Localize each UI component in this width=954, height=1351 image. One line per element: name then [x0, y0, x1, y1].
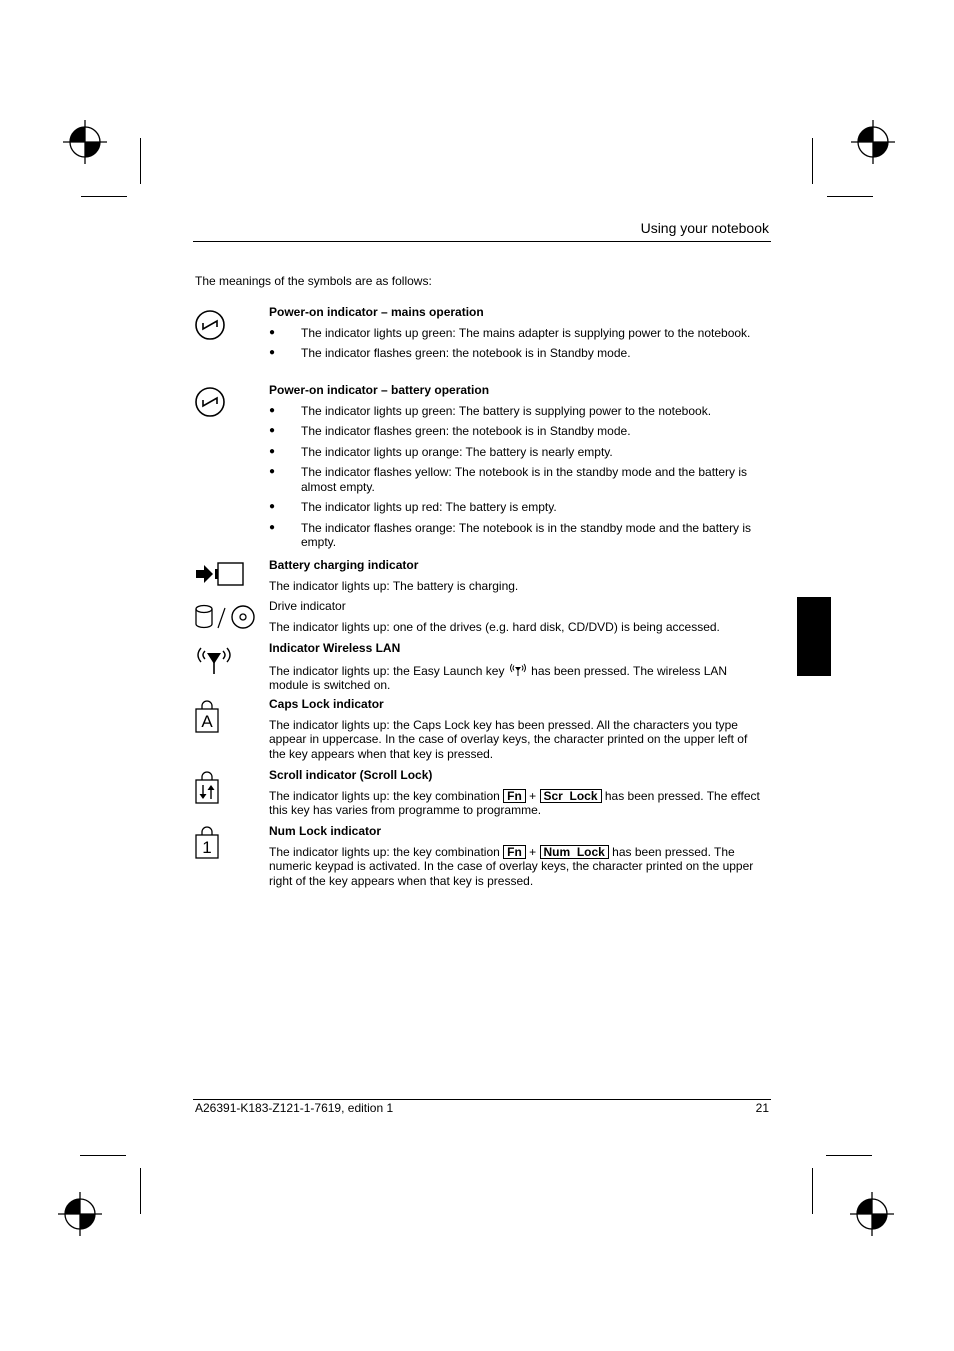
- list-item: ● The indicator lights up red: The battery is empty.: [269, 500, 761, 515]
- caps-lock-icon-letter: A: [201, 712, 213, 731]
- entry-text: The indicator lights up: one of the drives (e.g. hard disk, CD/DVD) is being accessed.: [269, 619, 720, 634]
- entry-title: Indicator Wireless LAN: [269, 641, 401, 655]
- footer-document-id: A26391-K183-Z121-1-7619, edition 1: [195, 1101, 394, 1115]
- key-fn: Fn: [503, 789, 526, 803]
- num-lock-icon-digit: 1: [202, 838, 212, 857]
- list-item: ● The indicator flashes yellow: The notebook is in the standby mode and the battery is almost empty.: [269, 465, 761, 494]
- entry-title: Battery charging indicator: [269, 558, 419, 572]
- entry-text: The indicator lights up: The battery is charging.: [269, 578, 519, 593]
- entry-title: Power-on indicator – battery operation: [269, 383, 490, 397]
- battery-charging-icon: [194, 561, 246, 587]
- bullet-list: [269, 326, 761, 361]
- plus-sign: +: [525, 844, 540, 859]
- page-number: 21: [755, 1101, 769, 1115]
- easy-launch-wlan-key-icon: [508, 662, 528, 676]
- power-icon: [194, 386, 226, 418]
- entry-scroll-lock: [269, 768, 761, 824]
- entry-text: [269, 789, 761, 818]
- crop-line: [812, 138, 813, 184]
- entry-text-part: The indicator lights up: the key combination: [269, 844, 504, 859]
- entry-text: [269, 845, 761, 889]
- entry-num-lock: [269, 824, 761, 894]
- key-num-lock: Num Lock: [540, 845, 609, 859]
- scroll-lock-icon: [194, 770, 222, 806]
- plus-sign: +: [525, 788, 540, 803]
- intro-text: The meanings of the symbols are as follows:: [195, 274, 432, 288]
- crop-line: [80, 1155, 126, 1156]
- list-item: ● The indicator flashes green: the notebook is in Standby mode.: [269, 346, 761, 361]
- entry-text-part: has been pressed. The numeric keypad is activated. In the case of overlay keys, the character printed on the upper right of the key appears when that key is pressed.: [269, 844, 754, 888]
- caps-lock-icon: [194, 699, 222, 735]
- header-rule: [193, 241, 771, 242]
- crop-line: [81, 196, 127, 197]
- crop-line: [140, 1168, 141, 1214]
- power-icon: [194, 309, 226, 341]
- drive-icon: [194, 603, 258, 631]
- footer-rule: [193, 1099, 771, 1100]
- entry-battery-charging: [269, 558, 761, 599]
- key-scroll-lock: Scr Lock: [540, 789, 602, 803]
- entry-title: Drive indicator: [269, 599, 346, 613]
- entry-wireless-lan: [269, 641, 761, 699]
- entry-title: Scroll indicator (Scroll Lock): [269, 768, 433, 782]
- registration-mark-top-right: [849, 118, 897, 166]
- entry-power-battery: [269, 383, 761, 556]
- num-lock-icon: [194, 825, 222, 861]
- list-item: ● The indicator lights up orange: The battery is nearly empty.: [269, 445, 761, 460]
- list-item: ● The indicator lights up green: The mains adapter is supplying power to the notebook.: [269, 326, 761, 341]
- entry-text-part: The indicator lights up: the key combination: [269, 788, 504, 803]
- entry-text-part: has been pressed. The wireless LAN module is switched on.: [269, 663, 728, 692]
- list-item: ● The indicator flashes green: the notebook is in Standby mode.: [269, 424, 761, 439]
- entry-title: Power-on indicator – mains operation: [269, 305, 484, 319]
- entry-text-part: has been pressed. The effect this key has varies from programme to programme.: [269, 788, 760, 817]
- crop-line: [826, 1155, 872, 1156]
- list-item: ● The indicator lights up green: The battery is supplying power to the notebook.: [269, 404, 761, 419]
- crop-line: [827, 196, 873, 197]
- entry-text: The indicator lights up: the Caps Lock key has been pressed. All the characters you type appear in uppercase. In the case of overlay keys, the character printed on the upper left of the key appears when that key is pressed.: [269, 717, 748, 761]
- entry-title: Caps Lock indicator: [269, 697, 384, 711]
- crop-line: [812, 1168, 813, 1214]
- entry-text-part: The indicator lights up: the Easy Launch key: [269, 663, 508, 678]
- entry-caps-lock: [269, 697, 761, 767]
- key-fn: Fn: [503, 845, 526, 859]
- crop-line: [140, 138, 141, 184]
- entry-title: Num Lock indicator: [269, 824, 382, 838]
- registration-mark-bottom-right: [848, 1190, 896, 1238]
- chapter-tab-marker: [797, 597, 831, 676]
- registration-mark-bottom-left: [56, 1190, 104, 1238]
- wireless-lan-icon: [194, 644, 236, 676]
- bullet-list: [269, 404, 761, 550]
- entry-drive: [269, 599, 761, 640]
- entry-text: [269, 662, 761, 693]
- running-header: Using your notebook: [640, 220, 769, 236]
- registration-mark-top-left: [61, 118, 109, 166]
- entry-power-mains: [269, 305, 761, 367]
- list-item: ● The indicator flashes orange: The notebook is in the standby mode and the battery is empty.: [269, 521, 761, 550]
